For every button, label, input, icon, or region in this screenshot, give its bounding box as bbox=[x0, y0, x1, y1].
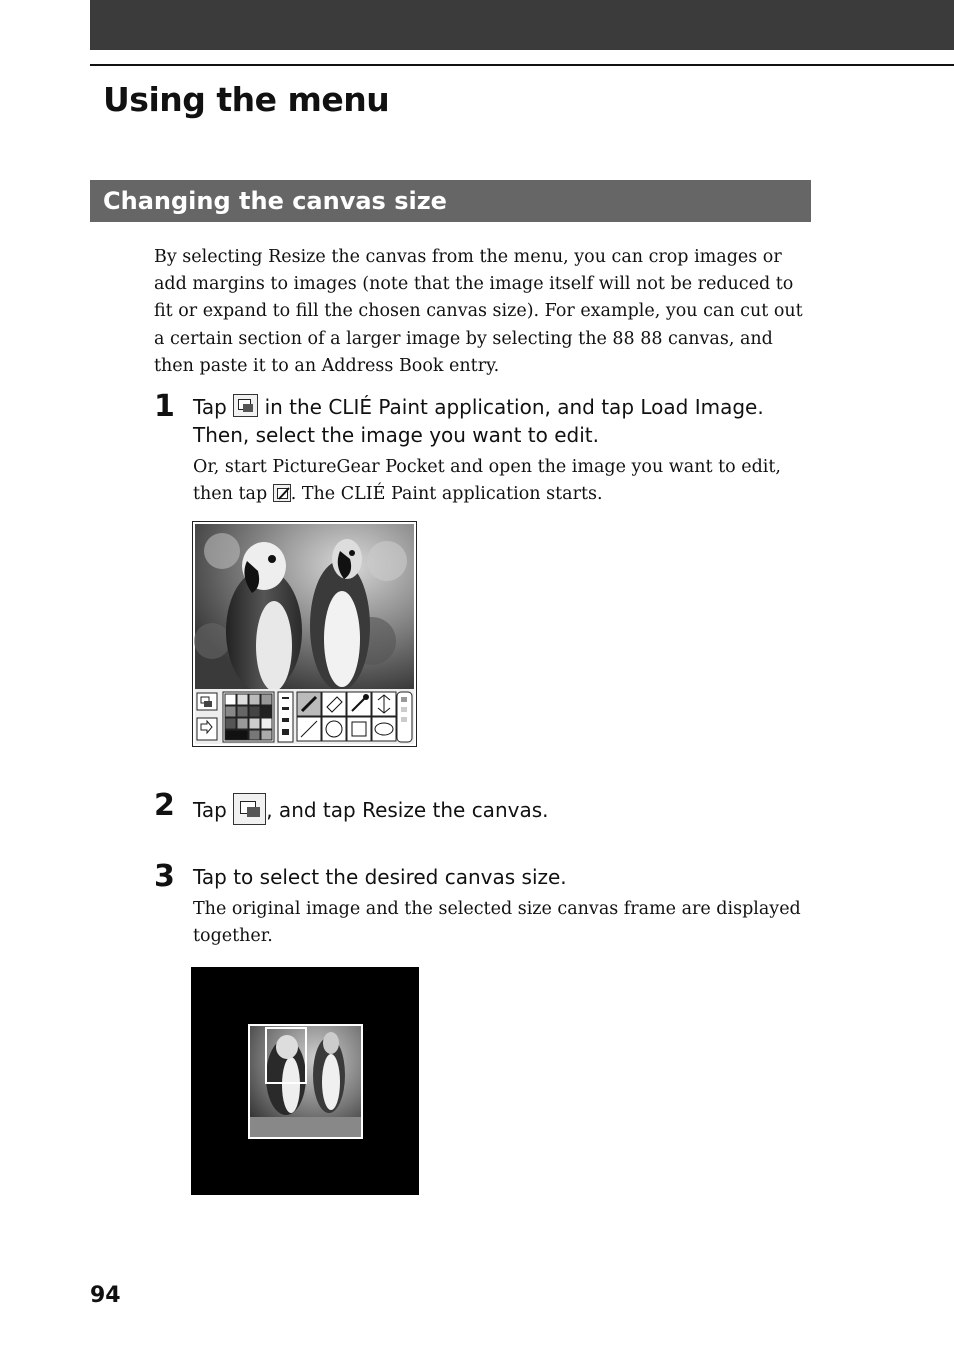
clie-paint-screenshot bbox=[192, 521, 417, 747]
page-title: Using the menu bbox=[103, 80, 390, 119]
intro-paragraph: By selecting Resize the canvas from the menu, you can crop images or add margins to images (note that the image itself will not be reduced to fit or expand to fill the chosen canvas size). For example, you can cut out a certain section of a larger image by selecting the 88 88 canvas, and then paste it to an Address Book entry. bbox=[154, 247, 803, 376]
edit-icon bbox=[273, 484, 291, 502]
header-band bbox=[90, 0, 954, 50]
section-header bbox=[90, 180, 811, 222]
section-title: Changing the canvas size bbox=[103, 187, 447, 215]
canvas-resize-screenshot bbox=[191, 967, 419, 1195]
step-3-text: Tap to select the desired canvas size. bbox=[193, 865, 567, 889]
step-1-note-before: Or, start PictureGear Pocket and open the image you want to edit, then tap bbox=[193, 457, 781, 505]
step-1-note bbox=[193, 454, 813, 508]
step-1-note-after: . The CLIÉ Paint application starts. bbox=[290, 484, 603, 505]
page-number: 94 bbox=[90, 1283, 121, 1308]
step-3-number: 3 bbox=[154, 859, 175, 894]
step-2-text bbox=[193, 793, 793, 825]
step-1-text-after: in the CLIÉ Paint application, and tap Load Image. Then, select the image you want to edit. bbox=[193, 395, 764, 447]
menu-icon bbox=[233, 394, 258, 417]
step-1-text-before: Tap bbox=[193, 395, 227, 419]
header-rule bbox=[90, 64, 954, 66]
menu-icon bbox=[233, 793, 266, 825]
step-2-text-before: Tap bbox=[193, 798, 227, 822]
step-2-text-after: , and tap Resize the canvas. bbox=[266, 798, 549, 822]
step-2-number: 2 bbox=[154, 788, 175, 823]
step-3-note: The original image and the selected size canvas frame are displayed together. bbox=[193, 899, 801, 947]
step-1-text bbox=[193, 394, 793, 449]
step-1-number: 1 bbox=[154, 389, 175, 424]
